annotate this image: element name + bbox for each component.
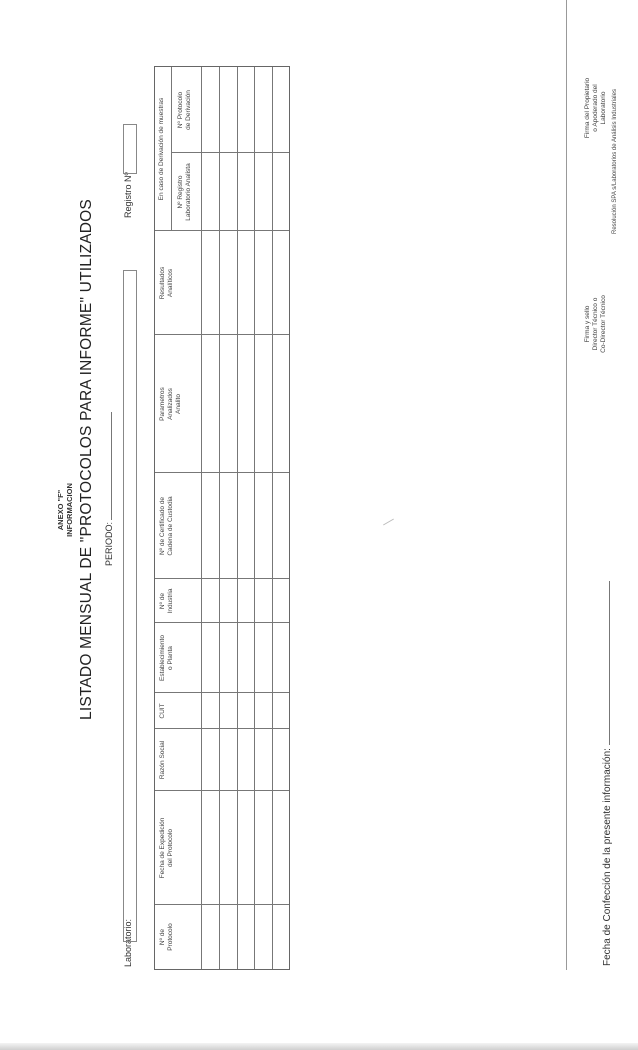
table-row — [237, 67, 238, 969]
header-parametros: Parametros Analizados Analito — [159, 387, 182, 421]
header-fecha-expedicion: Fecha de Expedición del Protocolo — [159, 817, 174, 879]
header-resultados: Resultados Analíticos — [159, 266, 174, 300]
periodo-blank[interactable] — [103, 412, 112, 520]
header-protocolo-derivacion: Nº Protocolo de Derivación — [177, 90, 192, 130]
fecha-field — [600, 581, 613, 966]
annex-heading — [56, 410, 74, 610]
table-row — [272, 67, 273, 969]
pencil-mark — [383, 519, 394, 526]
header-industria: Nº de Industria — [159, 588, 174, 614]
signature-rule — [566, 0, 567, 970]
header-protocolo: Nº de Protocolo — [159, 923, 174, 951]
periodo-field — [103, 412, 114, 566]
derivation-rule — [171, 67, 172, 231]
header-certificado: Nº de Certificado de Cadena de Custodia — [159, 496, 174, 556]
periodo-label: PERIODO: — [104, 521, 114, 566]
column-divider — [155, 790, 289, 791]
page-title: LISTADO MENSUAL DE "PROTOCOLOS PARA INFORME" UTILIZADOS — [78, 199, 95, 720]
header-razon-social: Razón Social — [159, 740, 166, 780]
resolution-note: Resolución SPA s/Laboratorios de Análisis Industriales — [612, 89, 618, 234]
registro-label: Registro Nº — [123, 172, 133, 218]
header-registro-lab: Nº Registro Laboratorio Analista — [177, 163, 192, 221]
laboratorio-label: Laboratorio: — [123, 918, 133, 967]
column-divider — [155, 904, 289, 905]
column-divider — [155, 692, 289, 693]
registro-box[interactable] — [123, 124, 137, 174]
table-row — [219, 67, 220, 969]
firma-director: Firma y sello Director Técnico o Co-Director Técnico — [584, 295, 607, 353]
annex-line-1: ANEXO "F" — [56, 489, 65, 531]
column-divider — [155, 622, 289, 623]
laboratorio-box[interactable] — [123, 270, 137, 942]
protocols-table — [154, 66, 290, 970]
header-establecimiento: Establecimiento o Planta — [159, 635, 174, 681]
annex-line-2: INFORMACION — [65, 483, 74, 537]
header-cuit: CUIT — [159, 703, 166, 719]
column-divider — [155, 578, 289, 579]
fecha-label: Fecha de Confección de la presente información: — [602, 748, 613, 966]
table-row — [254, 67, 255, 969]
firma-propietario: Firma del Propietario o Apoderado del Laboratorio — [584, 77, 607, 139]
header-rule — [201, 67, 202, 969]
page-edge — [0, 1043, 638, 1050]
header-derivacion-group: En caso de Derivación de muestras — [158, 97, 165, 201]
column-divider — [155, 728, 289, 729]
fecha-blank[interactable] — [600, 581, 610, 745]
column-divider — [155, 230, 289, 231]
